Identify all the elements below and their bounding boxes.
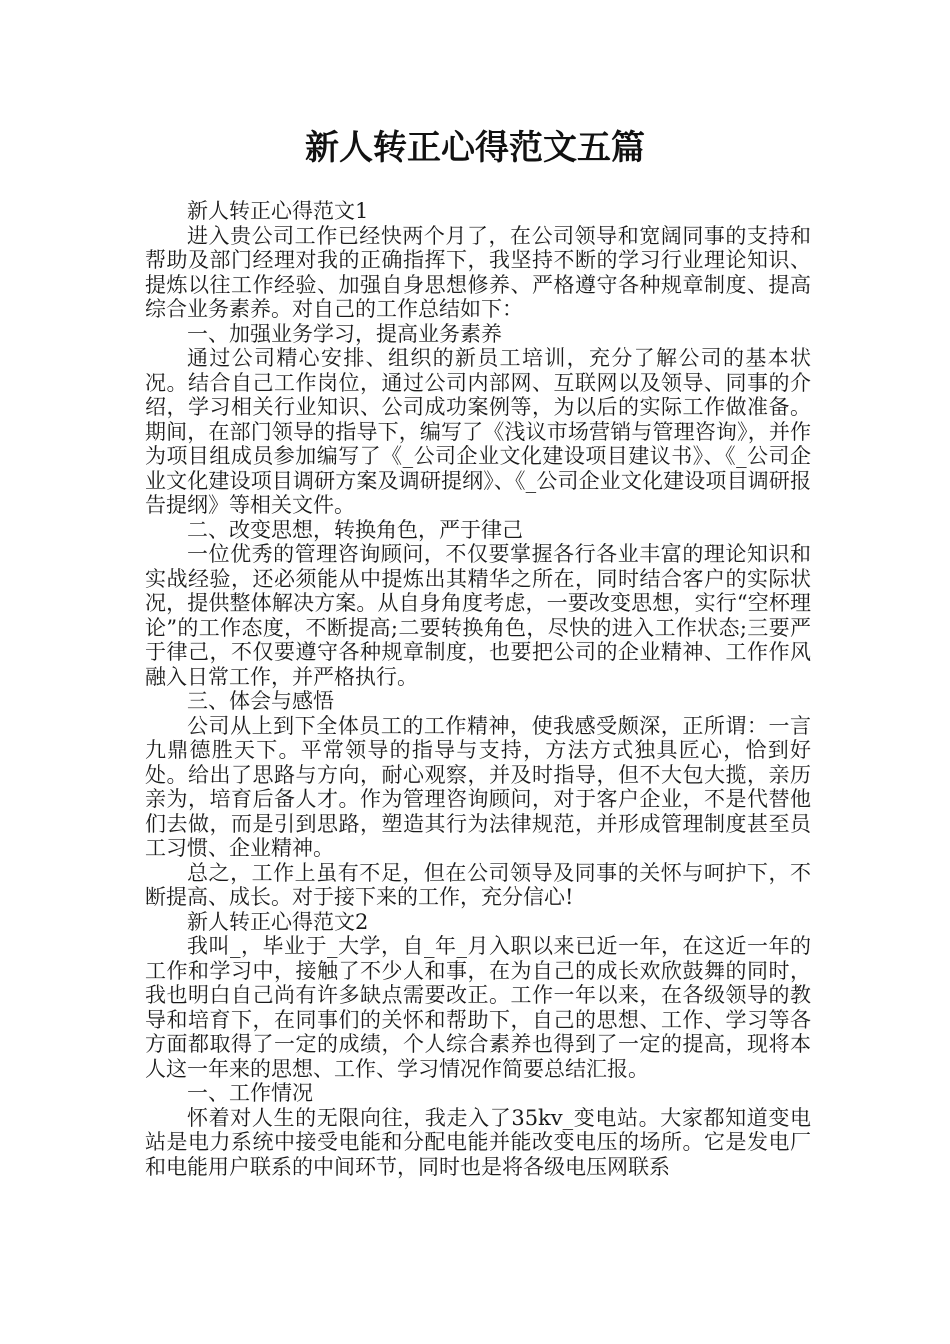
- subheading: 三、体会与感悟: [187, 689, 334, 713]
- body-paragraph: 一位优秀的管理咨询顾问，不仅要掌握各行各业丰富的理论知识和实战经验，还必须能从中提炼出其精华之所在，同时结合客户的实际状况，提供整体解决方案。从自身角度考虑，一要改变思想，实行“空杯理论”的工作态度，不断提高;二要转换角色，尽快的进入工作状态;三要严于律己，不仅要遵守各种规章制度，也要把公司的企业精神、工作作风融入日常工作，并严格执行。: [145, 542, 811, 689]
- section-heading-1: 新人转正心得范文1: [187, 199, 369, 223]
- body-paragraph: 公司从上到下全体员工的工作精神，使我感受颇深，正所谓：一言九鼎德胜天下。平常领导的指导与支持，方法方式独具匠心，恰到好处。给出了思路与方向，耐心观察，并及时指导，但不大包大揽，亲历亲为，培育后备人才。作为管理咨询顾问，对于客户企业，不是代替他们去做，而是引到思路，塑造其行为法律规范，并形成管理制度甚至员工习惯、企业精神。: [145, 713, 811, 860]
- body-paragraph: 通过公司精心安排、组织的新员工培训，充分了解公司的基本状况。结合自己工作岗位，通过公司内部网、互联网以及领导、同事的介绍，学习相关行业知识、公司成功案例等，为以后的实际工作做准备。期间，在部门领导的指导下，编写了《浅议市场营销与管理咨询》，并作为项目组成员参加编写了《_公司企业文化建设项目建议书》、《_公司企业文化建设项目调研方案及调研提纲》、《_公司企业文化建设项目调研报告提纲》等相关文件。: [145, 346, 811, 517]
- body-paragraph: 总之，工作上虽有不足，但在公司领导及同事的关怀与呵护下，不断提高、成长。对于接下来的工作，充分信心!: [145, 860, 811, 909]
- document-body: [145, 199, 811, 1179]
- section-heading-2: 新人转正心得范文2: [187, 909, 369, 934]
- subheading: 一、加强业务学习，提高业务素养: [187, 321, 502, 346]
- body-paragraph: 进入贵公司工作已经快两个月了，在公司领导和宽阔同事的支持和帮助及部门经理对我的正确指挥下，我坚持不断的学习行业理论知识、提炼以往工作经验、加强自身思想修养、严格遵守各种规章制度、提高综合业务素养。对自己的工作总结如下：: [145, 223, 811, 321]
- subheading: 二、改变思想，转换角色，严于律己: [187, 517, 523, 542]
- document-title: 新人转正心得范文五篇: [305, 128, 645, 168]
- body-paragraph: 我叫_，毕业于_大学，自_年_月入职以来已近一年，在这近一年的工作和学习中，接触了不少人和事，在为自己的成长欢欣鼓舞的同时，我也明白自己尚有许多缺点需要改正。工作一年以来，在各级领导的教导和培育下，在同事们的关怀和帮助下，自己的思想、工作、学习等各方面都取得了一定的成绩，个人综合素养也得到了一定的提高，现将本人这一年来的思想、工作、学习情况作简要总结汇报。: [145, 934, 811, 1081]
- body-paragraph: 怀着对人生的无限向往，我走入了35kv_变电站。大家都知道变电站是电力系统中接受电能和分配电能并能改变电压的场所。它是发电厂和电能用户联系的中间环节，同时也是将各级电压网联系: [145, 1105, 811, 1179]
- subheading: 一、工作情况: [187, 1081, 313, 1105]
